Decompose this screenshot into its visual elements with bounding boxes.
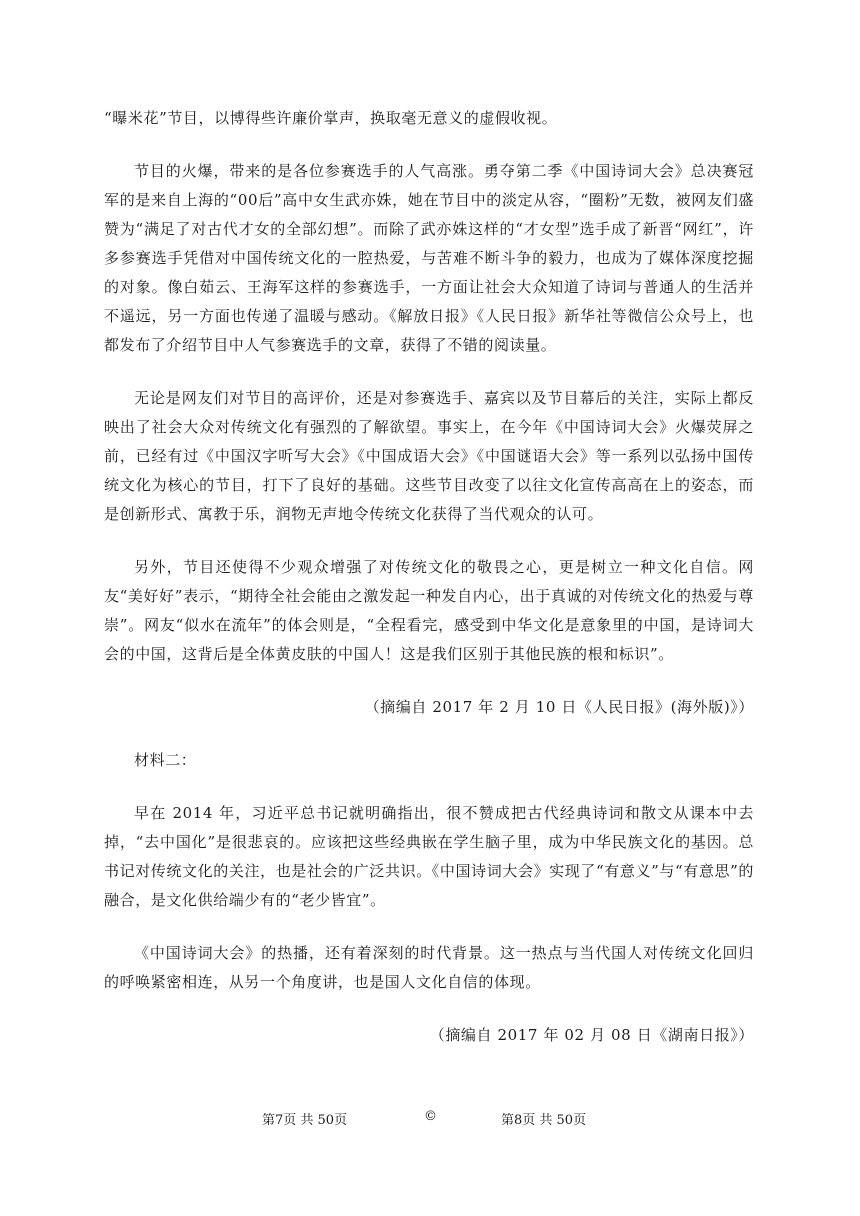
page-number-right: 第8页 共 50页 [501, 1113, 587, 1128]
paragraph-cultural-confidence: 另外，节目还使得不少观众增强了对传统文化的敬畏之心，更是树立一种文化自信。网友“美好好”表示，“期待全社会能由之激发起一种发自内心，出于真诚的对传统文化的热爱与尊崇”。网友“似水在流年”的体会则是，“全程看完，感受到中华文化是意象里的中国，是诗词大会的中国，这背后是全体黄皮肤的中国人！这是我们区别于其他民族的根和标识”。 [104, 558, 754, 663]
source-citation-1: （摘编自 2017 年 2 月 10 日《人民日报》(海外版)》） [364, 698, 754, 716]
paragraph-background: 《中国诗词大会》的热播，还有着深刻的时代背景。这一热点与当代国人对传统文化回归的呼唤紧密相连，从另一个角度讲，也是国人文化自信的体现。 [104, 944, 754, 991]
paragraph-public-interest: 无论是网友们对节目的高评价，还是对参赛选手、嘉宾以及节目幕后的关注，实际上都反映出了社会大众对传统文化有强烈的了解欲望。事实上，在今年《中国诗词大会》火爆荧屏之前，已经有过《中国汉字听写大会》《中国成语大会》《中国谜语大会》等一系列以弘扬中国传统文化为核心的节目，打下了良好的基础。这些节目改变了以往文化宣传高高在上的姿态，而是创新形式、寓教于乐，润物无声地令传统文化获得了当代观众的认可。 [104, 389, 754, 523]
page-number-left: 第7页 共 50页 [262, 1113, 348, 1128]
paragraph-contestant-popularity: 节目的火爆，带来的是各位参赛选手的人气高涨。勇夺第二季《中国诗词大会》总决赛冠军的是来自上海的“00后”高中女生武亦姝，她在节目中的淡定从容，“圈粉”无数，被网友们盛赞为“满足了对古代才女的全部幻想”。而除了武亦姝这样的“才女型”选手成了新晋“网红”，许多参赛选手凭借对中国传统文化的一腔热爱，与苦难不断斗争的毅力，也成为了媒体深度挖掘的对象。像白茹云、王海军这样的参赛选手，一方面让社会大众知道了诗词与普通人的生活并不遥远，另一方面也传递了温暖与感动。《解放日报》《人民日报》新华社等微信公众号上，也都发布了介绍节目中人气参赛选手的文章，获得了不错的阅读量。 [104, 162, 754, 354]
paragraph-continuation: “曝米花”节目，以博得些许廉价掌声，换取毫无意义的虚假收视。 [104, 109, 558, 127]
source-citation-2: （摘编自 2017 年 02 月 08 日《湖南日报》） [429, 1026, 754, 1044]
paragraph-xi-remarks: 早在 2014 年，习近平总书记就明确指出，很不赞成把古代经典诗词和散文从课本中去掉，“去中国化”是很悲哀的。应该把这些经典嵌在学生脑子里，成为中华民族文化的基因。总书记对传统文化的关注，也是社会的广泛共识。《中国诗词大会》实现了“有意义”与“有意思”的融合，是文化供给端少有的“老少皆宜”。 [104, 804, 754, 909]
material-2-label: 材料二： [134, 751, 197, 769]
copyright-symbol: © [424, 1109, 437, 1124]
document-body [104, 104, 754, 1050]
